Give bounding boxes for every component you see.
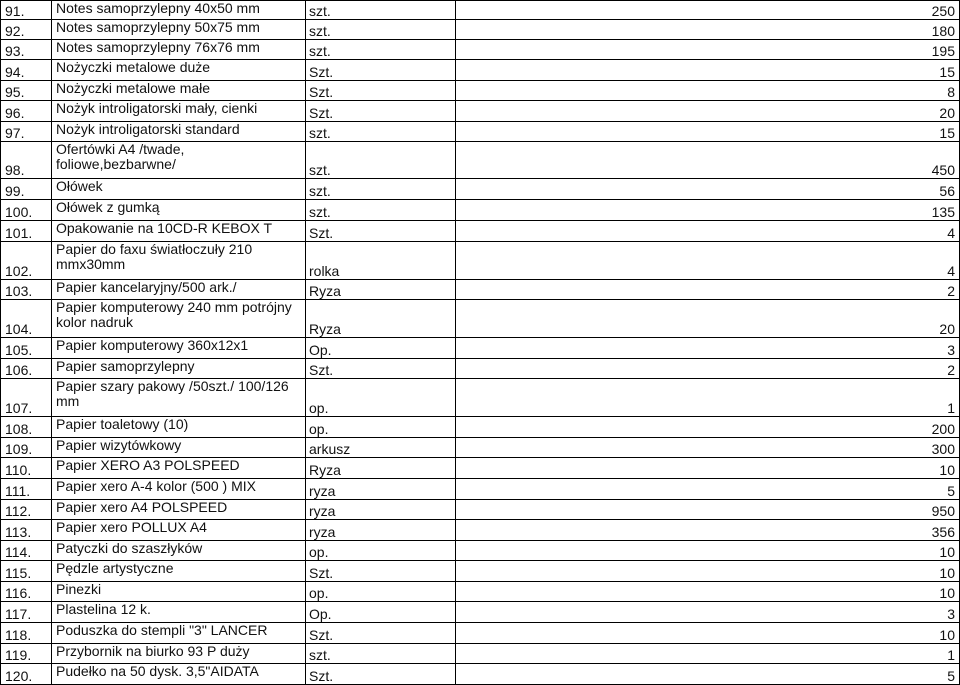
row-number: 119. bbox=[1, 644, 52, 664]
item-quantity: 20 bbox=[456, 101, 960, 122]
item-name: Nożyk introligatorski standard bbox=[52, 122, 306, 142]
item-unit: Szt. bbox=[306, 561, 456, 582]
table-row bbox=[1, 221, 960, 242]
item-unit: Szt. bbox=[306, 221, 456, 242]
table-row bbox=[1, 500, 960, 520]
table-row bbox=[1, 520, 960, 541]
table-row bbox=[1, 359, 960, 379]
item-unit: op. bbox=[306, 582, 456, 602]
item-name: Papier wizytówkowy bbox=[52, 438, 306, 458]
item-unit: szt. bbox=[306, 200, 456, 221]
row-number: 103. bbox=[1, 280, 52, 300]
item-quantity: 10 bbox=[456, 541, 960, 561]
item-quantity: 4 bbox=[456, 242, 960, 280]
table-row bbox=[1, 479, 960, 500]
item-unit: szt. bbox=[306, 179, 456, 200]
item-quantity: 300 bbox=[456, 438, 960, 458]
item-name: Papier XERO A3 POLSPEED bbox=[52, 458, 306, 479]
item-name: Pudełko na 50 dysk. 3,5"AIDATA bbox=[52, 664, 306, 685]
table-row bbox=[1, 81, 960, 101]
item-quantity: 15 bbox=[456, 122, 960, 142]
item-name: Pędzle artystyczne bbox=[52, 561, 306, 582]
table-row bbox=[1, 458, 960, 479]
item-quantity: 10 bbox=[456, 458, 960, 479]
row-number: 101. bbox=[1, 221, 52, 242]
row-number: 108. bbox=[1, 417, 52, 438]
table-row bbox=[1, 242, 960, 280]
row-number: 109. bbox=[1, 438, 52, 458]
item-unit: ryza bbox=[306, 479, 456, 500]
item-name: Papier xero A-4 kolor (500 ) MIX bbox=[52, 479, 306, 500]
table-row bbox=[1, 179, 960, 200]
item-unit: op. bbox=[306, 541, 456, 561]
row-number: 117. bbox=[1, 602, 52, 623]
table-row bbox=[1, 582, 960, 602]
item-quantity: 135 bbox=[456, 200, 960, 221]
item-unit: Ryza bbox=[306, 280, 456, 300]
row-number: 91. bbox=[1, 1, 52, 20]
row-number: 94. bbox=[1, 60, 52, 81]
table-row bbox=[1, 379, 960, 417]
item-quantity: 4 bbox=[456, 221, 960, 242]
item-unit: Ryza bbox=[306, 300, 456, 338]
row-number: 115. bbox=[1, 561, 52, 582]
item-name: Papier szary pakowy /50szt./ 100/126 mm bbox=[52, 379, 306, 417]
table-row bbox=[1, 142, 960, 179]
item-unit: Szt. bbox=[306, 60, 456, 81]
item-unit: rolka bbox=[306, 242, 456, 280]
item-name: Papier kancelaryjny/500 ark./ bbox=[52, 280, 306, 300]
item-unit: szt. bbox=[306, 1, 456, 20]
item-name: Papier toaletowy (10) bbox=[52, 417, 306, 438]
item-quantity: 10 bbox=[456, 582, 960, 602]
row-number: 105. bbox=[1, 338, 52, 359]
item-name: Papier xero POLLUX A4 bbox=[52, 520, 306, 541]
item-name: Papier xero A4 POLSPEED bbox=[52, 500, 306, 520]
item-unit: Ryza bbox=[306, 458, 456, 479]
item-name: Papier samoprzylepny bbox=[52, 359, 306, 379]
item-quantity: 250 bbox=[456, 1, 960, 20]
item-unit: op. bbox=[306, 379, 456, 417]
row-number: 111. bbox=[1, 479, 52, 500]
item-unit: ryza bbox=[306, 520, 456, 541]
item-name: Plastelina 12 k. bbox=[52, 602, 306, 623]
item-quantity: 2 bbox=[456, 359, 960, 379]
row-number: 118. bbox=[1, 623, 52, 644]
item-unit: op. bbox=[306, 417, 456, 438]
item-name: Nożyczki metalowe małe bbox=[52, 81, 306, 101]
item-name: Papier komputerowy 240 mm potrójny kolor nadruk bbox=[52, 300, 306, 338]
item-name: Pinezki bbox=[52, 582, 306, 602]
item-quantity: 200 bbox=[456, 417, 960, 438]
item-quantity: 195 bbox=[456, 40, 960, 60]
table-row bbox=[1, 300, 960, 338]
item-name: Patyczki do szaszłyków bbox=[52, 541, 306, 561]
table-row bbox=[1, 438, 960, 458]
row-number: 110. bbox=[1, 458, 52, 479]
item-name: Notes samoprzylepny 76x76 mm bbox=[52, 40, 306, 60]
item-name: Ofertówki A4 /twade, foliowe,bezbarwne/ bbox=[52, 142, 306, 179]
item-quantity: 180 bbox=[456, 20, 960, 40]
item-name: Papier do faxu światłoczuły 210 mmx30mm bbox=[52, 242, 306, 280]
row-number: 92. bbox=[1, 20, 52, 40]
item-quantity: 1 bbox=[456, 644, 960, 664]
item-unit: szt. bbox=[306, 142, 456, 179]
row-number: 116. bbox=[1, 582, 52, 602]
item-unit: Szt. bbox=[306, 623, 456, 644]
item-quantity: 10 bbox=[456, 561, 960, 582]
item-unit: szt. bbox=[306, 122, 456, 142]
row-number: 97. bbox=[1, 122, 52, 142]
item-name: Ołówek bbox=[52, 179, 306, 200]
item-unit: Op. bbox=[306, 338, 456, 359]
item-quantity: 356 bbox=[456, 520, 960, 541]
table-row bbox=[1, 338, 960, 359]
item-quantity: 1 bbox=[456, 379, 960, 417]
item-name: Nożyczki metalowe duże bbox=[52, 60, 306, 81]
table-row bbox=[1, 280, 960, 300]
item-quantity: 450 bbox=[456, 142, 960, 179]
item-unit: arkusz bbox=[306, 438, 456, 458]
item-quantity: 950 bbox=[456, 500, 960, 520]
row-number: 95. bbox=[1, 81, 52, 101]
row-number: 106. bbox=[1, 359, 52, 379]
table-row bbox=[1, 1, 960, 20]
item-quantity: 5 bbox=[456, 664, 960, 685]
row-number: 102. bbox=[1, 242, 52, 280]
row-number: 104. bbox=[1, 300, 52, 338]
row-number: 112. bbox=[1, 500, 52, 520]
item-name: Notes samoprzylepny 50x75 mm bbox=[52, 20, 306, 40]
table-row bbox=[1, 122, 960, 142]
item-quantity: 8 bbox=[456, 81, 960, 101]
row-number: 120. bbox=[1, 664, 52, 685]
table-row bbox=[1, 60, 960, 81]
table-row bbox=[1, 40, 960, 60]
item-unit: ryza bbox=[306, 500, 456, 520]
row-number: 99. bbox=[1, 179, 52, 200]
table-row bbox=[1, 602, 960, 623]
row-number: 114. bbox=[1, 541, 52, 561]
table-row bbox=[1, 541, 960, 561]
item-name: Przybornik na biurko 93 P duży bbox=[52, 644, 306, 664]
row-number: 96. bbox=[1, 101, 52, 122]
row-number: 98. bbox=[1, 142, 52, 179]
item-unit: Szt. bbox=[306, 101, 456, 122]
table-row bbox=[1, 644, 960, 664]
table-row bbox=[1, 417, 960, 438]
table-row bbox=[1, 623, 960, 644]
item-quantity: 20 bbox=[456, 300, 960, 338]
item-name: Papier komputerowy 360x12x1 bbox=[52, 338, 306, 359]
items-table-body bbox=[1, 1, 960, 685]
item-unit: szt. bbox=[306, 644, 456, 664]
item-unit: Op. bbox=[306, 602, 456, 623]
item-unit: szt. bbox=[306, 40, 456, 60]
item-name: Nożyk introligatorski mały, cienki bbox=[52, 101, 306, 122]
table-row bbox=[1, 664, 960, 685]
row-number: 93. bbox=[1, 40, 52, 60]
item-unit: szt. bbox=[306, 20, 456, 40]
item-name: Poduszka do stempli "3" LANCER bbox=[52, 623, 306, 644]
row-number: 113. bbox=[1, 520, 52, 541]
item-quantity: 15 bbox=[456, 60, 960, 81]
table-row bbox=[1, 101, 960, 122]
table-row bbox=[1, 561, 960, 582]
item-name: Ołówek z gumką bbox=[52, 200, 306, 221]
item-name: Notes samoprzylepny 40x50 mm bbox=[52, 1, 306, 20]
item-quantity: 10 bbox=[456, 623, 960, 644]
table-row bbox=[1, 20, 960, 40]
row-number: 107. bbox=[1, 379, 52, 417]
item-quantity: 5 bbox=[456, 479, 960, 500]
item-quantity: 3 bbox=[456, 602, 960, 623]
table-row bbox=[1, 200, 960, 221]
item-quantity: 56 bbox=[456, 179, 960, 200]
item-unit: Szt. bbox=[306, 359, 456, 379]
item-unit: Szt. bbox=[306, 81, 456, 101]
item-unit: Szt. bbox=[306, 664, 456, 685]
item-name: Opakowanie na 10CD-R KEBOX T bbox=[52, 221, 306, 242]
item-quantity: 3 bbox=[456, 338, 960, 359]
row-number: 100. bbox=[1, 200, 52, 221]
item-quantity: 2 bbox=[456, 280, 960, 300]
